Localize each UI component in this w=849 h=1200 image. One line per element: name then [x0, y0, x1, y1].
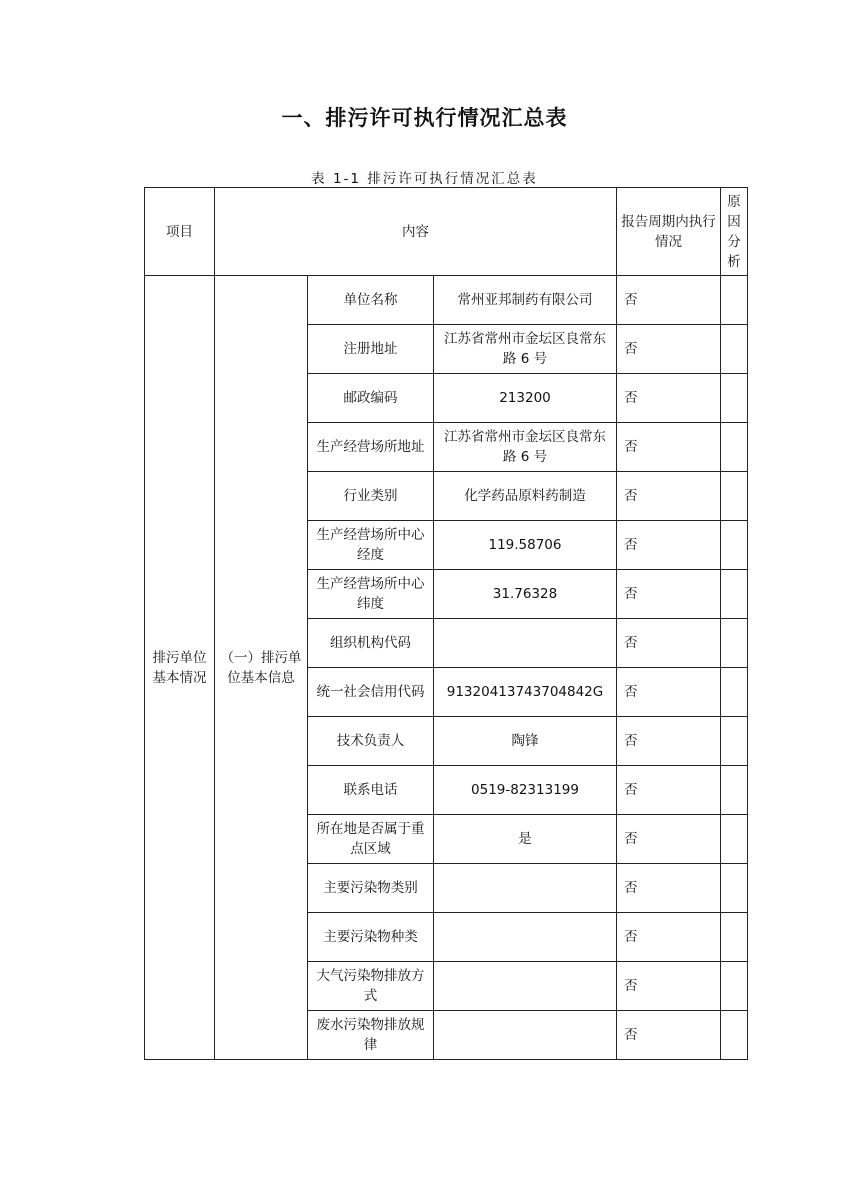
value-cell: 91320413743704842G — [434, 668, 617, 717]
value-cell: 119.58706 — [434, 521, 617, 570]
reason-cell — [721, 1011, 748, 1060]
value-cell: 0519-82313199 — [434, 766, 617, 815]
status-cell: 否 — [617, 864, 721, 913]
group-level2-cell: （一）排污单位基本信息 — [215, 276, 308, 1060]
table-header-row — [145, 188, 748, 276]
item-cell: 废水污染物排放规律 — [308, 1011, 434, 1060]
reason-cell — [721, 962, 748, 1011]
status-cell: 否 — [617, 717, 721, 766]
value-cell: 是 — [434, 815, 617, 864]
status-cell: 否 — [617, 276, 721, 325]
value-cell: 江苏省常州市金坛区良常东路 6 号 — [434, 423, 617, 472]
value-cell — [434, 913, 617, 962]
reason-cell — [721, 521, 748, 570]
value-cell: 213200 — [434, 374, 617, 423]
reason-cell — [721, 325, 748, 374]
status-cell: 否 — [617, 325, 721, 374]
status-cell: 否 — [617, 374, 721, 423]
item-cell: 主要污染物类别 — [308, 864, 434, 913]
reason-cell — [721, 815, 748, 864]
reason-cell — [721, 570, 748, 619]
item-cell: 大气污染物排放方式 — [308, 962, 434, 1011]
status-cell: 否 — [617, 423, 721, 472]
item-cell: 生产经营场所中心经度 — [308, 521, 434, 570]
item-cell: 单位名称 — [308, 276, 434, 325]
value-cell: 陶锋 — [434, 717, 617, 766]
table-row — [145, 276, 748, 325]
reason-cell — [721, 717, 748, 766]
header-project: 项目 — [145, 188, 215, 276]
status-cell: 否 — [617, 815, 721, 864]
reason-cell — [721, 374, 748, 423]
item-cell: 生产经营场所中心纬度 — [308, 570, 434, 619]
item-cell: 主要污染物种类 — [308, 913, 434, 962]
value-cell: 31.76328 — [434, 570, 617, 619]
status-cell: 否 — [617, 1011, 721, 1060]
status-cell: 否 — [617, 619, 721, 668]
page-title: 一、排污许可执行情况汇总表 — [281, 106, 568, 130]
table-caption: 表 1-1 排污许可执行情况汇总表 — [311, 171, 538, 187]
item-cell: 组织机构代码 — [308, 619, 434, 668]
value-cell — [434, 1011, 617, 1060]
item-cell: 所在地是否属于重点区域 — [308, 815, 434, 864]
header-content: 内容 — [215, 188, 617, 276]
item-cell: 联系电话 — [308, 766, 434, 815]
group-level1-cell: 排污单位基本情况 — [145, 276, 215, 1060]
value-cell — [434, 619, 617, 668]
reason-cell — [721, 472, 748, 521]
item-cell: 注册地址 — [308, 325, 434, 374]
value-cell: 江苏省常州市金坛区良常东路 6 号 — [434, 325, 617, 374]
status-cell: 否 — [617, 570, 721, 619]
item-cell: 统一社会信用代码 — [308, 668, 434, 717]
value-cell: 化学药品原料药制造 — [434, 472, 617, 521]
reason-cell — [721, 619, 748, 668]
reason-cell — [721, 766, 748, 815]
item-cell: 邮政编码 — [308, 374, 434, 423]
status-cell: 否 — [617, 668, 721, 717]
status-cell: 否 — [617, 962, 721, 1011]
status-cell: 否 — [617, 521, 721, 570]
summary-table-body — [145, 188, 748, 1060]
item-cell: 生产经营场所地址 — [308, 423, 434, 472]
item-cell: 技术负责人 — [308, 717, 434, 766]
header-status: 报告周期内执行情况 — [617, 188, 721, 276]
value-cell — [434, 864, 617, 913]
reason-cell — [721, 423, 748, 472]
header-reason: 原因分析 — [721, 188, 748, 276]
reason-cell — [721, 276, 748, 325]
status-cell: 否 — [617, 913, 721, 962]
status-cell: 否 — [617, 472, 721, 521]
item-cell: 行业类别 — [308, 472, 434, 521]
reason-cell — [721, 668, 748, 717]
value-cell — [434, 962, 617, 1011]
summary-table — [144, 187, 748, 1060]
status-cell: 否 — [617, 766, 721, 815]
reason-cell — [721, 864, 748, 913]
value-cell: 常州亚邦制药有限公司 — [434, 276, 617, 325]
reason-cell — [721, 913, 748, 962]
